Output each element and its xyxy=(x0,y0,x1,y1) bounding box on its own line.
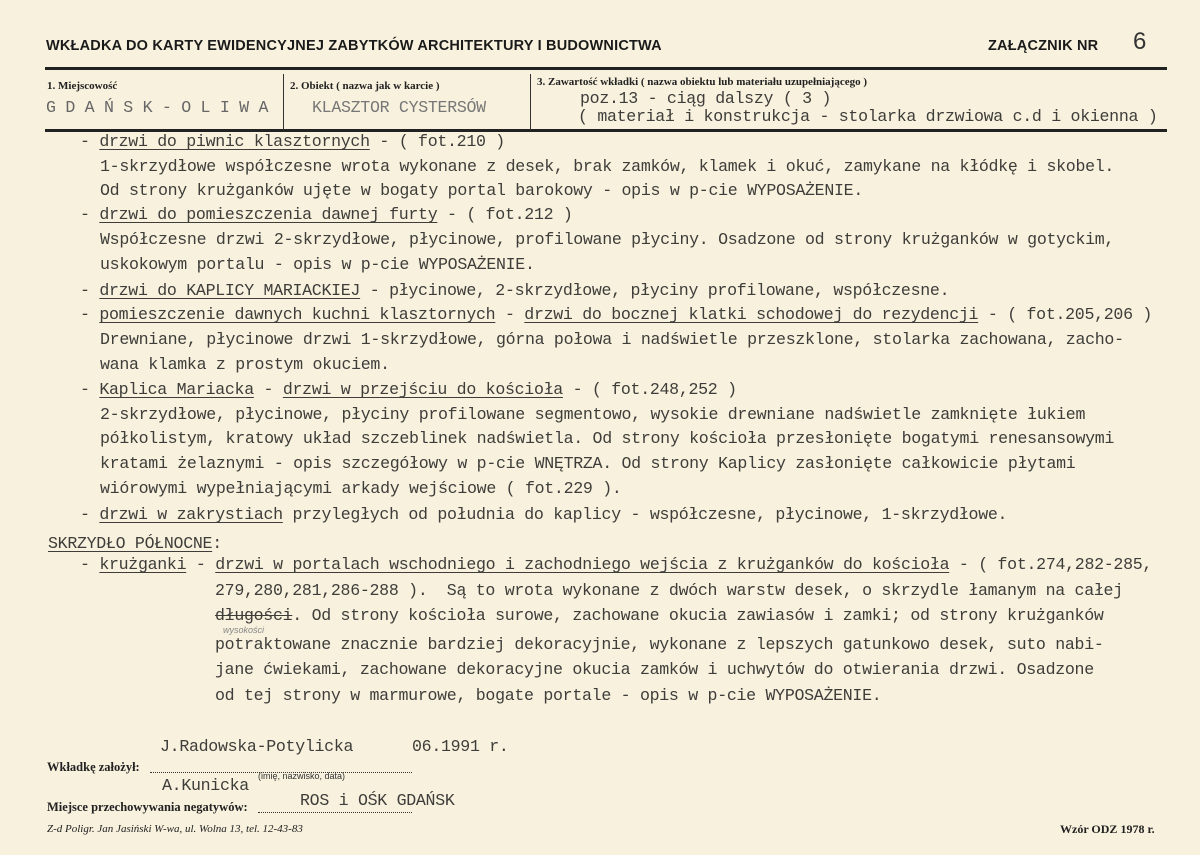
text-segment: Współczesne drzwi 2-skrzydłowe, płycinowe, profilowane płyciny. Osadzone od strony krużganków w gotyckim, xyxy=(100,230,1115,249)
underlined-text: krużganki xyxy=(99,555,187,574)
text-segment: - xyxy=(80,305,100,324)
text-line xyxy=(100,182,863,199)
text-line xyxy=(80,381,737,398)
text-segment: 2-skrzydłowe, płycinowe, płyciny profilowane segmentowo, wysokie drewniane nadświetle zamknięte łukiem xyxy=(100,405,1086,424)
text-line xyxy=(215,636,1104,653)
text-line xyxy=(80,506,1007,523)
text-line xyxy=(100,480,622,497)
text-segment: : xyxy=(212,534,222,553)
text-segment: półkolistym, kratowy układ szczeblinek nadświetla. Od strony kościoła przesłonięte bogatymi renesansowymi xyxy=(100,429,1115,448)
text-segment: przyległych od południa do kaplicy - współczesne, płycinowe, 1-skrzydłowe. xyxy=(282,505,1008,524)
text-line xyxy=(215,661,1094,678)
text-segment: wiórowymi wypełniającymi arkady wejściowe ( fot.229 ). xyxy=(100,479,622,498)
underlined-text: drzwi do KAPLICY MARIACKIEJ xyxy=(99,281,361,300)
negatives-value: ROS i OŚK GDAŃSK xyxy=(300,791,455,810)
text-line xyxy=(100,256,535,273)
text-segment: 279,280,281,286-288 ). Są to wrota wykonane z dwóch warstw desek, o skrzydle łamanym na całej xyxy=(215,581,1123,600)
column-divider xyxy=(530,74,531,130)
dotted-line xyxy=(258,812,412,813)
text-line xyxy=(215,687,881,704)
text-segment: - xyxy=(80,380,100,399)
text-segment: - ( fot.248,252 ) xyxy=(562,380,737,399)
text-line xyxy=(80,133,505,150)
date: 06.1991 r. xyxy=(412,737,509,756)
underlined-text: drzwi do bocznej klatki schodowej do rezydencji xyxy=(524,305,979,324)
text-segment: - xyxy=(80,505,100,524)
column-divider xyxy=(283,74,284,130)
text-segment: - ( fot.274,282-285, xyxy=(949,555,1153,574)
text-line xyxy=(100,356,390,373)
author-1: J.Radowska-Potylicka xyxy=(160,737,354,756)
text-line xyxy=(100,455,1075,472)
text-line xyxy=(215,582,1123,599)
text-segment: - xyxy=(80,132,100,151)
text-segment: - xyxy=(80,281,100,300)
text-line xyxy=(80,282,949,299)
text-segment: - ( fot.210 ) xyxy=(369,132,505,151)
struck-text: długości xyxy=(215,606,293,625)
text-line xyxy=(100,231,1114,248)
object-value: KLASZTOR CYSTERSÓW xyxy=(312,98,486,117)
handwritten-correction: wysokości xyxy=(223,625,265,635)
underlined-text: SKRZYDŁO PÓŁNOCNE xyxy=(48,534,213,553)
text-line xyxy=(100,158,1114,175)
underlined-text: pomieszczenie dawnych kuchni klasztornych xyxy=(99,305,496,324)
text-segment: kratami żelaznymi - opis szczegółowy w p-cie WNĘTRZA. Od strony Kaplicy zasłonięte całkowicie płytami xyxy=(100,454,1076,473)
content-label: 3. Zawartość wkładki ( nazwa obiektu lub materiału uzupełniającego ) xyxy=(537,76,868,88)
section-heading xyxy=(48,535,222,552)
place-label: 1. Miejscowość xyxy=(47,80,118,92)
form-version: Wzór ODZ 1978 r. xyxy=(1060,822,1155,836)
object-label: 2. Obiekt ( nazwa jak w karcie ) xyxy=(290,80,440,92)
text-segment: wana klamka z prostym okuciem. xyxy=(100,355,390,374)
underlined-text: drzwi w portalach wschodniego i zachodniego wejścia z krużganków do kościoła xyxy=(215,555,950,574)
author-2: A.Kunicka xyxy=(162,776,249,795)
text-segment: - xyxy=(80,205,100,224)
text-segment: Od strony krużganków ujęte w bogaty portal barokowy - opis w p-cie WYPOSAŻENIE. xyxy=(100,181,863,200)
text-line xyxy=(100,331,1124,348)
name-hint: (imię, nazwisko, data) xyxy=(258,771,346,781)
text-segment: - xyxy=(186,555,216,574)
annex-number: 6 xyxy=(1133,28,1147,55)
text-segment: uskokowym portalu - opis w p-cie WYPOSAŻENIE. xyxy=(100,255,535,274)
text-line xyxy=(100,406,1085,423)
text-segment: - xyxy=(253,380,283,399)
text-line xyxy=(215,607,1104,624)
text-segment: Drewniane, płycinowe drzwi 1-skrzydłowe, górna połowa i nadświetle przeszklone, stolarka zachowana, zacho- xyxy=(100,330,1124,349)
text-line xyxy=(100,430,1114,447)
content-line-1: poz.13 - ciąg dalszy ( 3 ) xyxy=(580,89,832,108)
underlined-text: drzwi do piwnic klasztornych xyxy=(99,132,370,151)
underlined-text: drzwi do pomieszczenia dawnej furty xyxy=(99,205,438,224)
text-segment: - płycinowe, 2-skrzydłowe, płyciny profilowane, współczesne. xyxy=(360,281,950,300)
printer-info: Z-d Poligr. Jan Jasiński W-wa, ul. Wolna 13, tel. 12-43-83 xyxy=(47,823,303,835)
top-rule xyxy=(45,67,1167,70)
text-segment: potraktowane znacznie bardziej dekoracyjnie, wykonane z lepszych gatunkowo desek, suto nabi- xyxy=(215,635,1104,654)
place-value: G D A Ń S K - O L I W A xyxy=(46,98,269,117)
underlined-text: Kaplica Mariacka xyxy=(99,380,254,399)
content-line-2: ( materiał i konstrukcja - stolarka drzwiowa c.d i okienna ) xyxy=(578,107,1158,126)
text-segment: - xyxy=(495,305,525,324)
text-line xyxy=(80,206,573,223)
text-segment: 1-skrzydłowe współczesne wrota wykonane z desek, brak zamków, klamek i okuć, zamykane na kłódkę i skobel. xyxy=(100,157,1115,176)
created-by-label: Wkładkę założył: xyxy=(47,760,140,774)
text-line xyxy=(80,556,1152,573)
annex-label: ZAŁĄCZNIK NR xyxy=(988,38,1099,54)
text-segment: jane ćwiekami, zachowane dekoracyjne okucia zamków i uchwytów do otwierania drzwi. Osadzone xyxy=(215,660,1094,679)
text-line xyxy=(80,306,1152,323)
text-segment: - ( fot.212 ) xyxy=(437,205,573,224)
underlined-text: drzwi w przejściu do kościoła xyxy=(282,380,563,399)
text-segment: - xyxy=(80,555,100,574)
form-title: WKŁADKA DO KARTY EWIDENCYJNEJ ZABYTKÓW ARCHITEKTURY I BUDOWNICTWA xyxy=(46,38,662,54)
negatives-label: Miejsce przechowywania negatywów: xyxy=(47,800,248,814)
text-segment: - ( fot.205,206 ) xyxy=(978,305,1153,324)
text-segment: . Od strony kościoła surowe, zachowane okucia zawiasów i zamki; od strony krużganków xyxy=(292,606,1104,625)
underlined-text: drzwi w zakrystiach xyxy=(99,505,283,524)
text-segment: od tej strony w marmurowe, bogate portale - opis w p-cie WYPOSAŻENIE. xyxy=(215,686,882,705)
